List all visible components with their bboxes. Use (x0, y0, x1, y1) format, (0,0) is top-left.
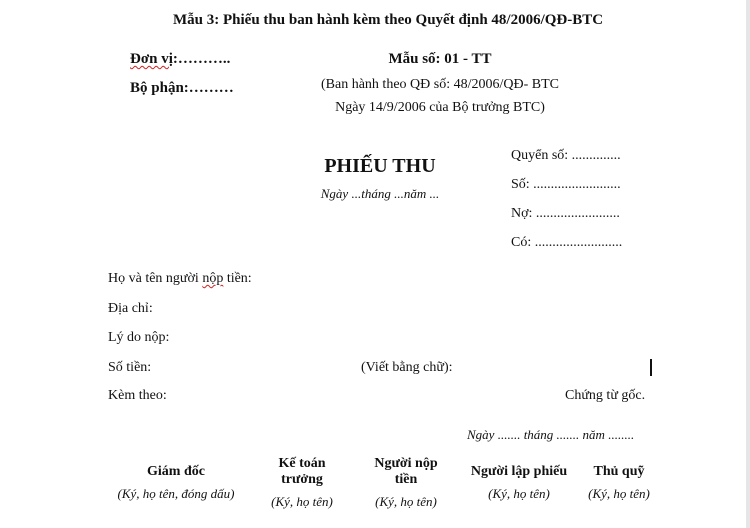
payer-prefix: Họ và tên người (108, 271, 203, 286)
signature-payer (360, 456, 452, 510)
receipt-date: Ngày ...tháng ...năm ... (320, 186, 440, 201)
form-number: Mẫu số: 01 - TT (388, 51, 492, 67)
credit-account: Có: ......................... (511, 235, 623, 250)
text-cursor (650, 359, 652, 376)
signature-preparer (459, 464, 579, 502)
signature-note: (Ký, họ tên, đóng dấu) (117, 486, 235, 501)
payer-name-field (108, 271, 252, 287)
receipt-number: Số: ......................... (511, 177, 621, 192)
amount-in-words-field: (Viết bằng chữ): (361, 360, 453, 375)
signature-date: Ngày ....... tháng ....... năm ........ (467, 427, 635, 442)
book-number: Quyển số: .............. (511, 148, 621, 163)
signature-role-line2: tiền (394, 472, 418, 487)
page-edge (746, 0, 750, 528)
issued-date: Ngày 14/9/2006 của Bộ trưởng BTC) (335, 100, 545, 115)
signature-note: (Ký, họ tên) (488, 486, 550, 501)
receipt-title: PHIẾU THU (324, 155, 436, 177)
attached-field: Kèm theo: (108, 388, 167, 403)
signature-role: Thủ quỹ (593, 464, 645, 479)
document-heading: Mẫu 3: Phiếu thu ban hành kèm theo Quyết định 48/2006/QĐ-BTC (173, 12, 604, 28)
signature-note: (Ký, họ tên) (588, 486, 650, 501)
debit-account: Nợ: ........................ (511, 206, 620, 221)
signature-chief-accountant (258, 456, 346, 510)
signature-cashier (580, 464, 658, 502)
original-documents: Chứng từ gốc. (565, 388, 646, 403)
signature-role: Giám đốc (147, 464, 205, 479)
department-field: Bộ phận:……… (130, 80, 234, 96)
signature-role: Kế toán (278, 456, 326, 471)
issued-decision: (Ban hành theo QĐ số: 48/2006/QĐ- BTC (321, 77, 559, 92)
signature-director (100, 464, 252, 502)
payer-word: nộp (202, 271, 224, 286)
signature-role-line2: trưởng (281, 472, 323, 487)
amount-field: Số tiền: (108, 360, 152, 375)
signature-role: Người lập phiếu (470, 464, 568, 479)
signature-role: Người nộp (374, 456, 438, 471)
unit-field (130, 51, 230, 68)
reason-field: Lý do nộp: (108, 330, 170, 345)
signature-note: (Ký, họ tên) (271, 494, 333, 509)
signature-note: (Ký, họ tên) (375, 494, 437, 509)
payer-suffix: tiền: (223, 271, 252, 286)
unit-value: :……….. (172, 51, 231, 67)
unit-label: Đơn vị (130, 51, 173, 67)
address-field: Địa chỉ: (108, 301, 153, 316)
